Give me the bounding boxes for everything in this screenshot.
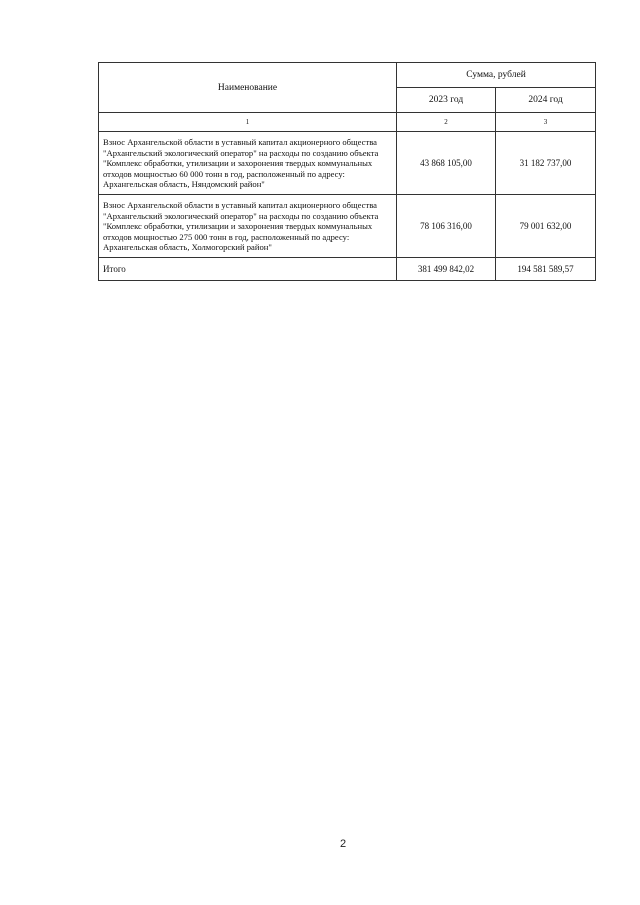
table-row: [99, 194, 596, 257]
row-description: Взнос Архангельской области в уставный капитал акционерного общества "Архангельский экологический оператор" на расходы по созданию объекта "Комплекс обработки, утилизации и захоронения твердых коммунальных отходов мощностью 60 000 тонн в год, расположенный по адресу: Архангельская область, Няндомский район": [99, 132, 397, 195]
header-year-2024: 2024 год: [496, 88, 596, 113]
page-number: 2: [339, 838, 347, 850]
row-description: Взнос Архангельской области в уставный капитал акционерного общества "Архангельский экологический оператор" на расходы по созданию объекта "Комплекс обработки, утилизации и захоронения твердых коммунальных отходов мощностью 275 000 тонн в год, расположенный по адресу: Архангельская область, Холмогорский район": [99, 194, 397, 257]
column-number: 1: [99, 113, 397, 132]
header-row: [99, 63, 596, 88]
total-label: Итого: [99, 257, 397, 280]
row-value-2023: 78 106 316,00: [397, 194, 496, 257]
total-value-2024: 194 581 589,57: [496, 257, 596, 280]
total-value-2023: 381 499 842,02: [397, 257, 496, 280]
header-year-2023: 2023 год: [397, 88, 496, 113]
row-value-2023: 43 868 105,00: [397, 132, 496, 195]
column-numbers-row: [99, 113, 596, 132]
total-row: [99, 257, 596, 280]
row-value-2024: 79 001 632,00: [496, 194, 596, 257]
header-sum-cell: [397, 63, 596, 88]
row-value-2024: 31 182 737,00: [496, 132, 596, 195]
column-number: 3: [496, 113, 596, 132]
header-sum-label: Сумма, рублей: [466, 70, 526, 80]
header-name-cell: [99, 63, 397, 113]
header-name-label: Наименование: [217, 82, 278, 93]
table-row: [99, 132, 596, 195]
column-number: 2: [397, 113, 496, 132]
budget-table: [98, 62, 596, 281]
